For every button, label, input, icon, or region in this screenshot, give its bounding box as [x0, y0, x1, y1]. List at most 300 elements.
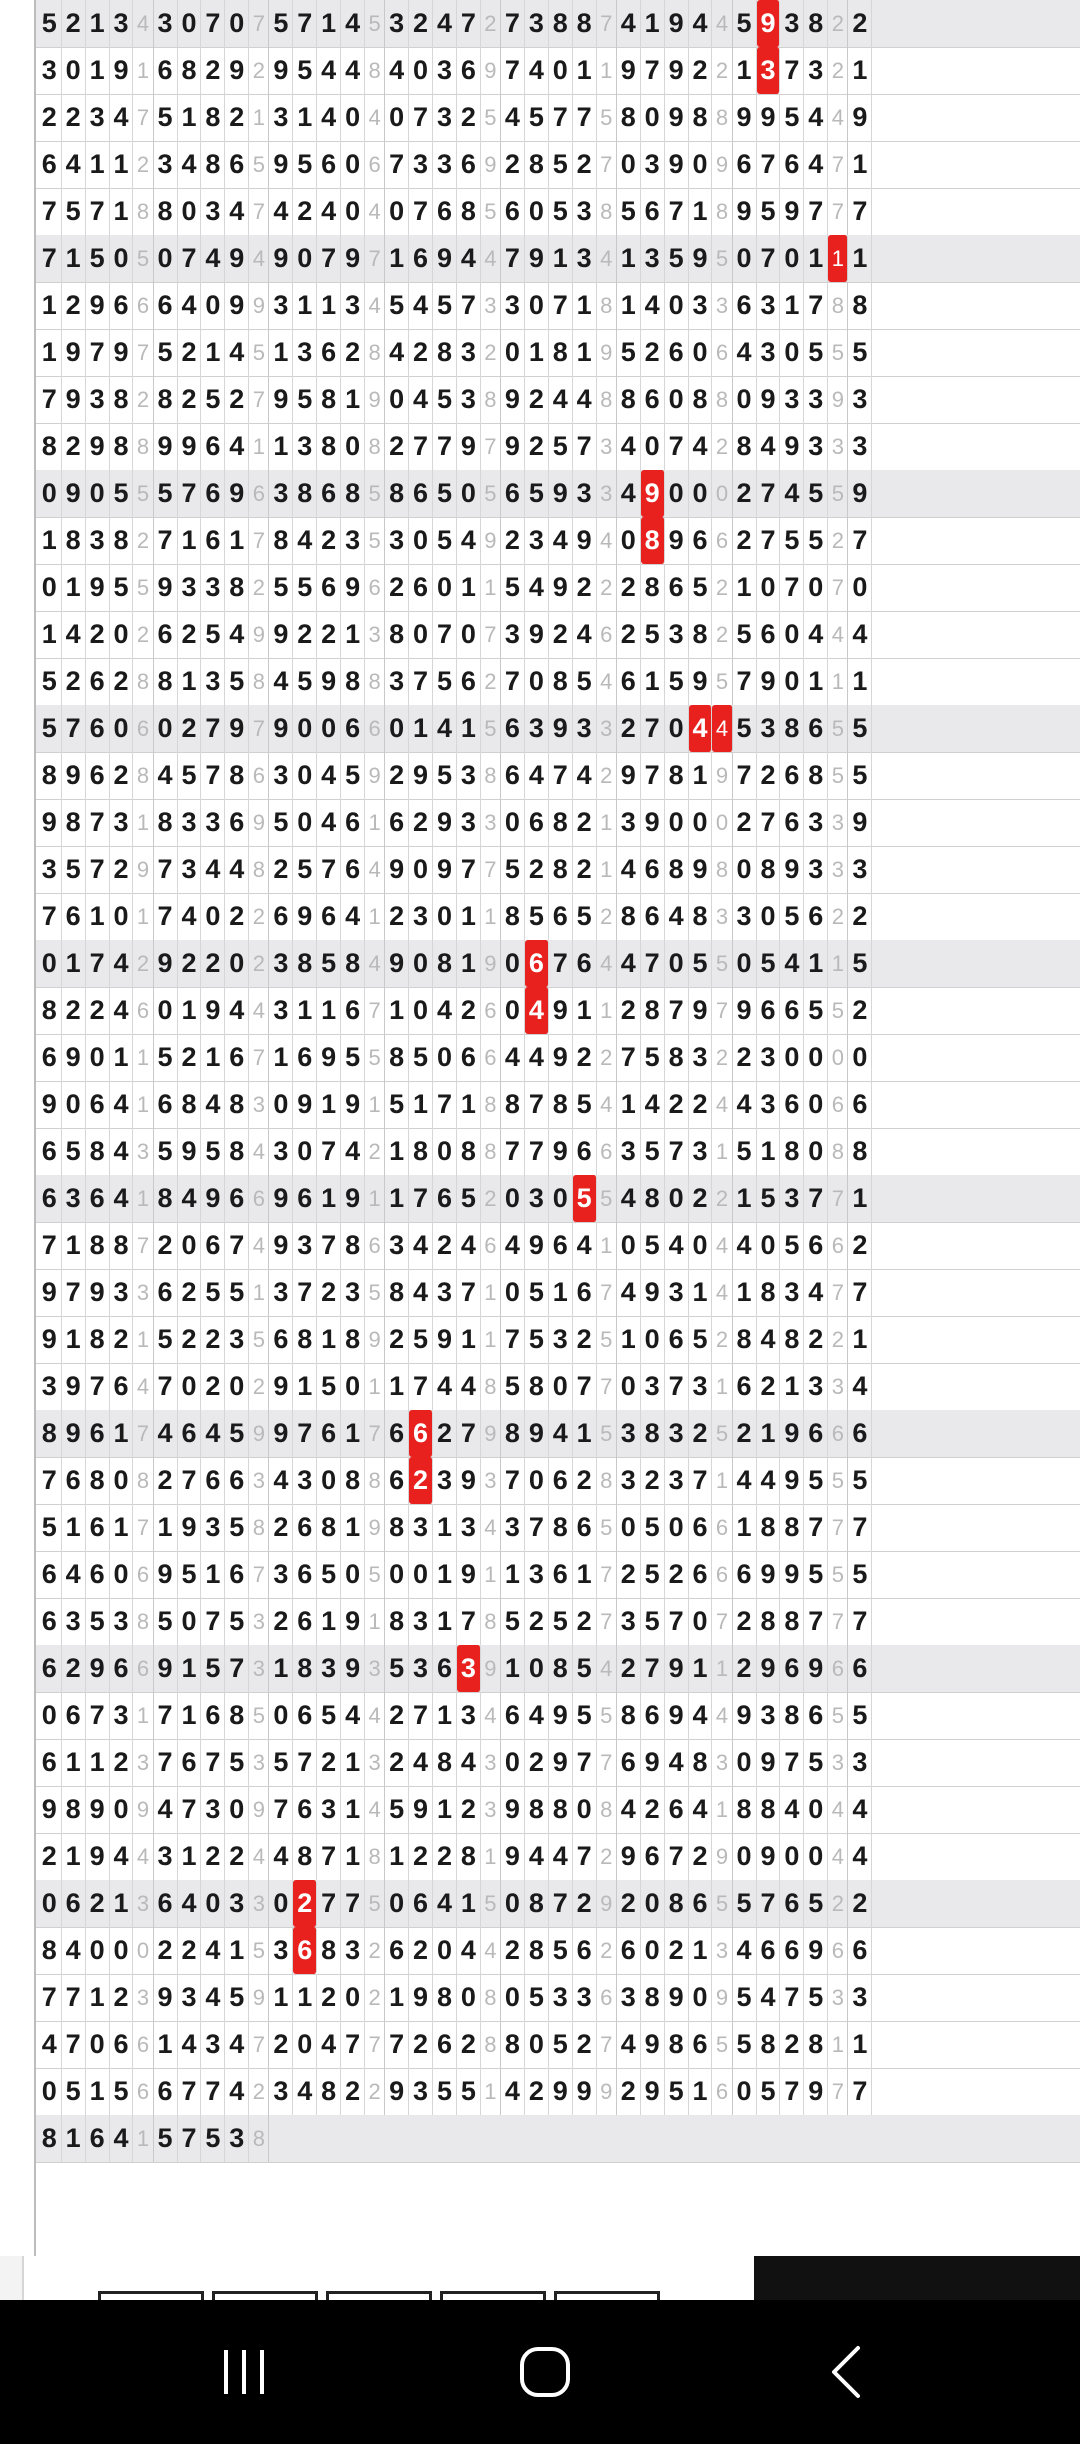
grid-digit: 7 — [780, 1739, 804, 1786]
grid-digit: 0 — [433, 893, 457, 940]
separator-digit: 5 — [365, 0, 385, 47]
grid-digit: 8 — [317, 1504, 341, 1551]
grid-digit: 9 — [38, 1786, 62, 1833]
grid-digit: 5 — [341, 1034, 365, 1081]
grid-row — [36, 940, 1080, 988]
grid-digit: 1 — [848, 235, 872, 282]
grid-digit: 6 — [225, 799, 249, 846]
grid-digit: 9 — [804, 2068, 828, 2115]
grid-digit: 4 — [780, 470, 804, 517]
separator-digit: 5 — [133, 470, 153, 517]
grid-digit: 3 — [573, 188, 597, 235]
grid-digit: 7 — [617, 1034, 641, 1081]
grid-digit: 4 — [689, 1786, 713, 1833]
grid-row — [36, 329, 1080, 377]
separator-digit: 1 — [365, 1081, 385, 1128]
grid-digit: 6 — [780, 1645, 804, 1692]
separator-digit: 1 — [712, 1786, 732, 1833]
grid-digit: 5 — [501, 1598, 525, 1645]
grid-digit: 6 — [848, 1410, 872, 1457]
grid-digit: 5 — [433, 2068, 457, 2115]
grid-row — [36, 1833, 1080, 1881]
grid-digit: 6 — [409, 235, 433, 282]
grid-digit: 7 — [848, 188, 872, 235]
grid-digit: 7 — [804, 188, 828, 235]
separator-digit: 2 — [365, 2068, 385, 2115]
grid-digit: 9 — [641, 2068, 665, 2115]
separator-digit: 3 — [828, 799, 848, 846]
separator-digit: 8 — [712, 846, 732, 893]
grid-digit: 9 — [269, 141, 293, 188]
separator-digit: 5 — [712, 1880, 732, 1927]
separator-digit: 9 — [481, 47, 501, 94]
grid-digit: 8 — [110, 423, 134, 470]
grid-digit: 4 — [757, 1457, 781, 1504]
grid-digit: 7 — [573, 94, 597, 141]
grid-digit: 5 — [86, 1598, 110, 1645]
grid-digit: 6 — [269, 893, 293, 940]
grid-digit: 6 — [409, 564, 433, 611]
grid-digit: 3 — [385, 1222, 409, 1269]
grid-digit: 9 — [341, 1175, 365, 1222]
separator-digit: 1 — [365, 1363, 385, 1410]
grid-digit: 3 — [665, 1269, 689, 1316]
grid-digit: 5 — [733, 2021, 757, 2068]
highlighted-digit: 4 — [712, 705, 732, 752]
grid-digit: 4 — [573, 1222, 597, 1269]
highlighted-digit: 2 — [293, 1880, 317, 1927]
grid-digit: 8 — [433, 940, 457, 987]
grid-digit: 8 — [757, 2021, 781, 2068]
grid-digit: 3 — [62, 1598, 86, 1645]
grid-digit: 2 — [385, 893, 409, 940]
grid-row — [36, 2021, 1080, 2069]
grid-digit: 2 — [62, 658, 86, 705]
grid-digit: 4 — [804, 611, 828, 658]
grid-digit: 8 — [757, 1786, 781, 1833]
grid-digit: 1 — [62, 1504, 86, 1551]
grid-digit: 2 — [385, 423, 409, 470]
separator-digit: 7 — [365, 235, 385, 282]
grid-digit: 7 — [757, 517, 781, 564]
separator-digit: 8 — [249, 658, 269, 705]
grid-digit: 1 — [293, 987, 317, 1034]
grid-digit: 3 — [757, 1692, 781, 1739]
grid-digit: 4 — [457, 1927, 481, 1974]
grid-digit: 6 — [201, 1457, 225, 1504]
grid-digit: 6 — [385, 1410, 409, 1457]
separator-digit: 2 — [481, 1175, 501, 1222]
grid-digit: 8 — [38, 1410, 62, 1457]
grid-digit: 1 — [733, 564, 757, 611]
separator-digit: 8 — [249, 2115, 269, 2162]
separator-digit: 7 — [828, 188, 848, 235]
separator-digit: 5 — [597, 1316, 617, 1363]
grid-digit: 9 — [617, 1833, 641, 1880]
grid-digit: 8 — [178, 1081, 202, 1128]
grid-digit: 5 — [409, 1316, 433, 1363]
grid-digit: 0 — [780, 1833, 804, 1880]
grid-digit: 3 — [573, 705, 597, 752]
separator-digit: 1 — [133, 1692, 153, 1739]
grid-digit: 4 — [457, 1739, 481, 1786]
separator-digit: 8 — [133, 752, 153, 799]
grid-digit: 8 — [549, 1504, 573, 1551]
grid-row — [36, 47, 1080, 95]
back-button[interactable] — [748, 2300, 948, 2444]
grid-digit: 4 — [457, 1222, 481, 1269]
grid-digit: 5 — [293, 658, 317, 705]
grid-digit: 6 — [110, 2021, 134, 2068]
grid-digit: 0 — [293, 705, 317, 752]
grid-digit: 0 — [409, 940, 433, 987]
grid-digit: 2 — [409, 0, 433, 47]
grid-digit: 3 — [385, 517, 409, 564]
grid-digit: 7 — [317, 1128, 341, 1175]
grid-digit: 3 — [617, 1410, 641, 1457]
grid-digit: 6 — [341, 846, 365, 893]
separator-digit: 4 — [828, 1786, 848, 1833]
grid-digit: 9 — [549, 987, 573, 1034]
grid-digit: 3 — [269, 470, 293, 517]
grid-digit: 5 — [525, 94, 549, 141]
grid-digit: 7 — [201, 1598, 225, 1645]
grid-digit: 0 — [225, 1786, 249, 1833]
separator-digit: 5 — [481, 705, 501, 752]
separator-digit: 3 — [249, 1598, 269, 1645]
grid-digit: 2 — [433, 1833, 457, 1880]
separator-digit: 6 — [597, 1128, 617, 1175]
grid-digit: 7 — [665, 188, 689, 235]
grid-digit: 3 — [293, 329, 317, 376]
grid-digit: 4 — [409, 1222, 433, 1269]
highlighted-digit: 1 — [828, 235, 848, 282]
grid-digit: 2 — [110, 658, 134, 705]
grid-digit: 1 — [848, 1316, 872, 1363]
grid-digit: 4 — [573, 611, 597, 658]
separator-digit: 2 — [133, 141, 153, 188]
grid-digit: 0 — [385, 705, 409, 752]
grid-digit: 3 — [178, 1974, 202, 2021]
grid-digit: 1 — [341, 1410, 365, 1457]
grid-digit: 3 — [317, 1786, 341, 1833]
separator-digit: 9 — [597, 1880, 617, 1927]
recents-button[interactable] — [144, 2300, 344, 2444]
separator-digit: 4 — [133, 0, 153, 47]
grid-digit: 8 — [641, 564, 665, 611]
grid-digit: 9 — [665, 141, 689, 188]
grid-digit: 1 — [178, 1645, 202, 1692]
separator-digit: 0 — [133, 1927, 153, 1974]
grid-digit: 3 — [178, 846, 202, 893]
grid-digit: 9 — [617, 752, 641, 799]
grid-digit: 3 — [201, 799, 225, 846]
separator-digit: 4 — [365, 1692, 385, 1739]
grid-digit: 2 — [848, 1222, 872, 1269]
grid-digit: 5 — [757, 940, 781, 987]
grid-digit: 8 — [154, 1175, 178, 1222]
separator-digit: 1 — [712, 1645, 732, 1692]
separator-digit: 8 — [365, 1457, 385, 1504]
grid-digit: 6 — [341, 705, 365, 752]
grid-digit: 9 — [457, 1457, 481, 1504]
separator-digit: 6 — [828, 1410, 848, 1457]
grid-digit: 6 — [293, 1551, 317, 1598]
highlighted-digit: 9 — [641, 470, 665, 517]
grid-digit: 9 — [269, 1222, 293, 1269]
grid-digit: 5 — [178, 752, 202, 799]
grid-digit: 2 — [848, 987, 872, 1034]
separator-digit: 6 — [133, 1551, 153, 1598]
grid-digit: 9 — [225, 705, 249, 752]
grid-digit: 6 — [780, 1081, 804, 1128]
grid-digit: 9 — [689, 987, 713, 1034]
grid-digit: 8 — [549, 799, 573, 846]
grid-digit: 4 — [341, 1128, 365, 1175]
separator-digit: 5 — [481, 94, 501, 141]
grid-digit: 9 — [549, 470, 573, 517]
grid-digit: 3 — [804, 1363, 828, 1410]
grid-digit: 4 — [665, 1222, 689, 1269]
separator-digit: 6 — [365, 564, 385, 611]
grid-digit: 0 — [457, 1974, 481, 2021]
grid-digit: 3 — [525, 1551, 549, 1598]
grid-digit: 2 — [573, 1457, 597, 1504]
grid-digit: 4 — [225, 987, 249, 1034]
grid-digit: 7 — [38, 1974, 62, 2021]
grid-digit: 6 — [38, 1598, 62, 1645]
grid-digit: 3 — [665, 1457, 689, 1504]
separator-digit: 2 — [597, 893, 617, 940]
grid-digit: 5 — [110, 2068, 134, 2115]
grid-digit: 8 — [341, 1457, 365, 1504]
grid-row — [36, 1363, 1080, 1411]
grid-digit: 0 — [110, 235, 134, 282]
home-button[interactable] — [445, 2300, 645, 2444]
grid-digit: 6 — [201, 1222, 225, 1269]
grid-digit: 6 — [573, 1269, 597, 1316]
grid-digit: 0 — [409, 611, 433, 658]
grid-digit: 7 — [848, 517, 872, 564]
grid-digit: 8 — [178, 47, 202, 94]
separator-digit: 8 — [597, 282, 617, 329]
grid-digit: 3 — [501, 282, 525, 329]
grid-digit: 8 — [549, 1081, 573, 1128]
grid-digit: 7 — [293, 0, 317, 47]
separator-digit: 6 — [133, 2068, 153, 2115]
grid-digit: 6 — [689, 2021, 713, 2068]
grid-digit: 3 — [757, 1081, 781, 1128]
grid-digit: 6 — [317, 470, 341, 517]
grid-digit: 2 — [110, 1974, 134, 2021]
grid-digit: 5 — [269, 564, 293, 611]
grid-digit: 3 — [201, 1504, 225, 1551]
grid-digit: 3 — [617, 1598, 641, 1645]
separator-digit: 1 — [481, 893, 501, 940]
separator-digit: 9 — [365, 1504, 385, 1551]
separator-digit: 2 — [597, 1833, 617, 1880]
grid-digit: 8 — [780, 1504, 804, 1551]
grid-digit: 6 — [501, 1692, 525, 1739]
grid-digit: 4 — [225, 2068, 249, 2115]
grid-digit: 1 — [689, 1645, 713, 1692]
separator-digit: 7 — [365, 987, 385, 1034]
grid-digit: 8 — [110, 1222, 134, 1269]
grid-digit: 4 — [110, 1128, 134, 1175]
grid-digit: 0 — [501, 799, 525, 846]
grid-digit: 4 — [110, 1175, 134, 1222]
grid-digit: 6 — [154, 1269, 178, 1316]
separator-digit: 3 — [712, 1927, 732, 1974]
grid-digit: 2 — [617, 564, 641, 611]
grid-digit: 2 — [178, 329, 202, 376]
separator-digit: 7 — [249, 1034, 269, 1081]
grid-digit: 9 — [573, 517, 597, 564]
grid-digit: 6 — [457, 141, 481, 188]
grid-digit: 5 — [641, 1222, 665, 1269]
grid-digit: 0 — [293, 799, 317, 846]
grid-digit: 0 — [617, 1504, 641, 1551]
grid-digit: 5 — [225, 1974, 249, 2021]
separator-digit: 5 — [712, 2021, 732, 2068]
grid-digit: 4 — [154, 1786, 178, 1833]
grid-digit: 1 — [848, 141, 872, 188]
grid-digit: 7 — [38, 1222, 62, 1269]
grid-digit: 9 — [86, 1786, 110, 1833]
grid-digit: 1 — [617, 282, 641, 329]
grid-digit: 1 — [178, 94, 202, 141]
grid-digit: 0 — [317, 1457, 341, 1504]
grid-digit: 7 — [665, 1833, 689, 1880]
grid-digit: 4 — [733, 1222, 757, 1269]
separator-digit: 1 — [481, 1551, 501, 1598]
grid-digit: 2 — [573, 1880, 597, 1927]
grid-digit: 0 — [757, 1222, 781, 1269]
grid-digit: 1 — [457, 893, 481, 940]
grid-digit: 0 — [201, 893, 225, 940]
grid-digit: 5 — [665, 658, 689, 705]
separator-digit: 5 — [481, 188, 501, 235]
grid-digit: 3 — [573, 1974, 597, 2021]
grid-digit: 8 — [665, 846, 689, 893]
separator-digit: 8 — [365, 423, 385, 470]
grid-digit: 1 — [733, 1504, 757, 1551]
grid-digit: 0 — [385, 1551, 409, 1598]
grid-digit: 8 — [780, 1692, 804, 1739]
grid-digit: 3 — [804, 423, 828, 470]
separator-digit: 1 — [481, 1833, 501, 1880]
grid-digit: 2 — [225, 1833, 249, 1880]
grid-digit: 5 — [665, 2068, 689, 2115]
grid-digit: 7 — [733, 658, 757, 705]
grid-digit: 6 — [154, 282, 178, 329]
grid-digit: 5 — [154, 1598, 178, 1645]
grid-digit: 4 — [641, 1081, 665, 1128]
separator-digit: 9 — [249, 799, 269, 846]
grid-digit: 1 — [317, 1175, 341, 1222]
grid-digit: 8 — [317, 1927, 341, 1974]
grid-digit: 2 — [269, 846, 293, 893]
grid-digit: 5 — [225, 1739, 249, 1786]
grid-digit: 1 — [86, 0, 110, 47]
separator-digit: 5 — [828, 329, 848, 376]
grid-digit: 7 — [780, 47, 804, 94]
separator-digit: 6 — [365, 1222, 385, 1269]
grid-digit: 7 — [317, 1833, 341, 1880]
grid-digit: 3 — [501, 611, 525, 658]
grid-digit: 6 — [780, 141, 804, 188]
grid-digit: 5 — [154, 329, 178, 376]
separator-digit: 7 — [597, 1269, 617, 1316]
grid-digit: 4 — [110, 987, 134, 1034]
grid-digit: 7 — [573, 1739, 597, 1786]
grid-digit: 1 — [457, 1081, 481, 1128]
grid-digit: 3 — [201, 2021, 225, 2068]
grid-digit: 3 — [780, 1269, 804, 1316]
grid-digit: 5 — [225, 658, 249, 705]
grid-digit: 6 — [38, 1739, 62, 1786]
grid-digit: 1 — [573, 987, 597, 1034]
separator-digit: 3 — [597, 470, 617, 517]
grid-digit: 1 — [293, 1363, 317, 1410]
grid-digit: 9 — [38, 1269, 62, 1316]
separator-digit: 6 — [249, 1175, 269, 1222]
grid-digit: 0 — [549, 1175, 573, 1222]
grid-digit: 8 — [757, 846, 781, 893]
grid-digit: 0 — [641, 94, 665, 141]
grid-digit: 6 — [780, 1927, 804, 1974]
grid-digit: 2 — [733, 1645, 757, 1692]
grid-digit: 9 — [757, 1739, 781, 1786]
grid-digit: 9 — [641, 799, 665, 846]
separator-digit: 9 — [828, 376, 848, 423]
separator-digit: 1 — [133, 1316, 153, 1363]
grid-digit: 6 — [201, 423, 225, 470]
grid-digit: 8 — [780, 1316, 804, 1363]
grid-digit: 2 — [501, 141, 525, 188]
grid-digit: 2 — [178, 376, 202, 423]
grid-row — [36, 282, 1080, 330]
grid-digit: 6 — [757, 1927, 781, 1974]
grid-digit: 9 — [385, 940, 409, 987]
grid-digit: 5 — [154, 94, 178, 141]
grid-digit: 6 — [804, 705, 828, 752]
grid-digit: 4 — [341, 1692, 365, 1739]
separator-digit: 6 — [133, 705, 153, 752]
separator-digit: 1 — [365, 799, 385, 846]
separator-digit: 4 — [365, 1786, 385, 1833]
grid-digit: 3 — [573, 235, 597, 282]
separator-digit: 5 — [828, 1551, 848, 1598]
grid-digit: 6 — [665, 329, 689, 376]
grid-digit: 6 — [86, 705, 110, 752]
grid-digit: 7 — [757, 235, 781, 282]
separator-digit: 7 — [481, 846, 501, 893]
separator-digit: 3 — [133, 1269, 153, 1316]
grid-digit: 5 — [154, 2115, 178, 2162]
separator-digit: 7 — [597, 1598, 617, 1645]
grid-digit: 1 — [733, 47, 757, 94]
grid-digit: 8 — [457, 1128, 481, 1175]
grid-digit: 0 — [409, 47, 433, 94]
separator-digit: 1 — [133, 2115, 153, 2162]
grid-digit: 6 — [525, 799, 549, 846]
separator-digit: 8 — [597, 1786, 617, 1833]
grid-row — [36, 1457, 1080, 1505]
grid-digit: 6 — [689, 517, 713, 564]
grid-digit: 4 — [201, 846, 225, 893]
grid-digit: 9 — [665, 0, 689, 47]
